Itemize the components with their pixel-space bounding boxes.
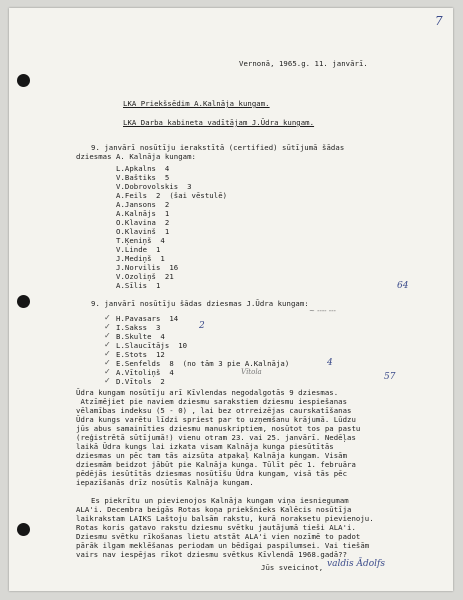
list-item: A.Jansons 2 <box>116 200 170 209</box>
paragraph-line: ALA'i. Decembra beigās Rotas koņa priekšnieks Kalēcis nosūtīja <box>76 505 352 514</box>
list-item: A.Sīlis 1 <box>116 281 161 290</box>
paragraph-line: Ūdra kungam nosūtīju arī Kīvlendas negodalgotās 9 dziesmas. <box>76 388 339 397</box>
addressee-office-head: LKA Darba kabineta vadītājam J.Ūdra kungam. <box>123 118 315 127</box>
list-item: V.Linde 1 <box>116 245 161 254</box>
margin-note-4: 4 <box>327 358 333 368</box>
pencil-annotation: ~ ---- --- <box>309 307 336 315</box>
list-item: I.Sakss 3 <box>116 323 161 332</box>
closing-line: Jūs sveicinot, <box>261 563 324 572</box>
check-mark-icon: ✓ <box>104 367 111 376</box>
list-item: J.Norvilis 16 <box>116 263 179 272</box>
intro-line: dziesmas A. Kalnāja kungam: <box>76 152 196 161</box>
binder-hole-top <box>17 74 30 87</box>
addressee-chairman: LKA Priekšsēdim A.Kalnāja kungam. <box>123 99 270 108</box>
pencil-annotation: Vītola <box>241 368 262 376</box>
list-item: V.Ozoliņš 21 <box>116 272 174 281</box>
list-item: D.Vītols 2 <box>116 377 165 386</box>
paragraph-line: Rotas koris gatavo rakstu dziesmu svētku jautājumā tieši ALA'i. <box>76 523 356 532</box>
paragraph-line: (reģistrētā sūtījumā!) vienu otram 23. vai 25. janvārī. Nedēļas <box>76 433 356 442</box>
binder-hole-middle <box>17 295 30 308</box>
list-item: E.Stots 12 <box>116 350 165 359</box>
binder-hole-bottom <box>17 523 30 536</box>
check-mark-icon: ✓ <box>104 376 111 385</box>
paragraph-line: dziesmām beidzot jābūt pie Kalnāja kunga. Tūlīt pēc 1. februāra <box>76 460 356 469</box>
list-item: O.Klavinš 1 <box>116 227 170 236</box>
paragraph-line: Dziesmu svētku rīkošanas lietu atstāt ALA'i vien nozīmē to padot <box>76 532 361 541</box>
list-item: J.Mediņš 1 <box>116 254 165 263</box>
paragraph-line: vēlamības indeksu (5 - 0) , lai bez otrreizējas caurskatīšanas <box>76 406 352 415</box>
intro-line: 9. janvārī nosūtīju ierakstītā (certified) sūtījumā šādas <box>91 143 345 152</box>
paragraph-line: Es piekrītu un pievienojos Kalnāja kungam viņa iesniegumam <box>91 496 349 505</box>
margin-note-64: 64 <box>397 281 409 291</box>
margin-note-57: 57 <box>384 372 396 382</box>
check-mark-icon: ✓ <box>104 313 111 322</box>
paragraph-line: vairs nav iespējas rīkot dziesmu svētkus Kīvlendā 1968.gadā?? <box>76 550 348 559</box>
check-mark-icon: ✓ <box>104 322 111 331</box>
paragraph-line: jūs abus samainīties dziesmu manuskriptiem, nosūtot tos pa pastu <box>76 424 361 433</box>
paragraph-line: dziesmas un pēc tam tās aizsūta atpakaļ Kalnāja kungam. Visām <box>76 451 348 460</box>
list-item: E.Senfelds 8 (no tām 3 pie A.Kalnāja) <box>116 359 290 368</box>
paragraph-line: laikrakstam LAIKS Laštoju balsām rakstu, kurā noraksetu pievienoju. <box>76 514 374 523</box>
intro-udris: 9. janvārī nosūtīju šādas dziesmas J.Ūdra kungam: <box>91 299 309 308</box>
list-item: V.Baštiks 5 <box>116 173 170 182</box>
list-item: A.Kalnājs 1 <box>116 209 170 218</box>
paragraph-line: pēdējās iesūtītās dziesmas nosūtīšu Ūdra kungam, visā tās pēc <box>76 469 348 478</box>
paragraph-line: pārāk ilgam meklēšanas periodam un bēdīgai paspilumsei. Vai tiešām <box>76 541 370 550</box>
check-mark-icon: ✓ <box>104 358 111 367</box>
list-item: H.Pavasars 14 <box>116 314 179 323</box>
paragraph-line: Atzīmējiet pie naviem dziesmu sarakstiem dziesmu iespiešanas <box>76 397 348 406</box>
margin-note-2: 2 <box>199 321 205 331</box>
list-item: A.Vītoliņš 4 <box>116 368 174 377</box>
date-line: Vernonā, 1965.g. 11. janvārī. <box>239 59 368 68</box>
list-item: O.Klavina 2 <box>116 218 170 227</box>
check-mark-icon: ✓ <box>104 349 111 358</box>
paragraph-line: Ūdra kungs varētu līdzi spriest par to uzņemšanu krājumā. Lūdzu <box>76 415 356 424</box>
check-mark-icon: ✓ <box>104 331 111 340</box>
list-item: B.Skulte 4 <box>116 332 165 341</box>
document-page <box>9 8 453 591</box>
signature: valdis Ādolfs <box>327 559 385 569</box>
list-item: T.Ķeniņš 4 <box>116 236 165 245</box>
list-item: L.Apkalns 4 <box>116 164 170 173</box>
paragraph-line: iepazīšanās drīz nosūtīs Kalnāja kungam. <box>76 478 254 487</box>
page-number: 7 <box>435 14 443 28</box>
list-item: V.Dobrovolskis 3 <box>116 182 192 191</box>
paragraph-line: laikā Ūdra kungs lai izkata visam Kalnāja kunga piesūtītās <box>76 442 334 451</box>
list-item: A.Feils 2 (šai vēstulē) <box>116 191 228 200</box>
check-mark-icon: ✓ <box>104 340 111 349</box>
list-item: L.Slaucītājs 10 <box>116 341 188 350</box>
